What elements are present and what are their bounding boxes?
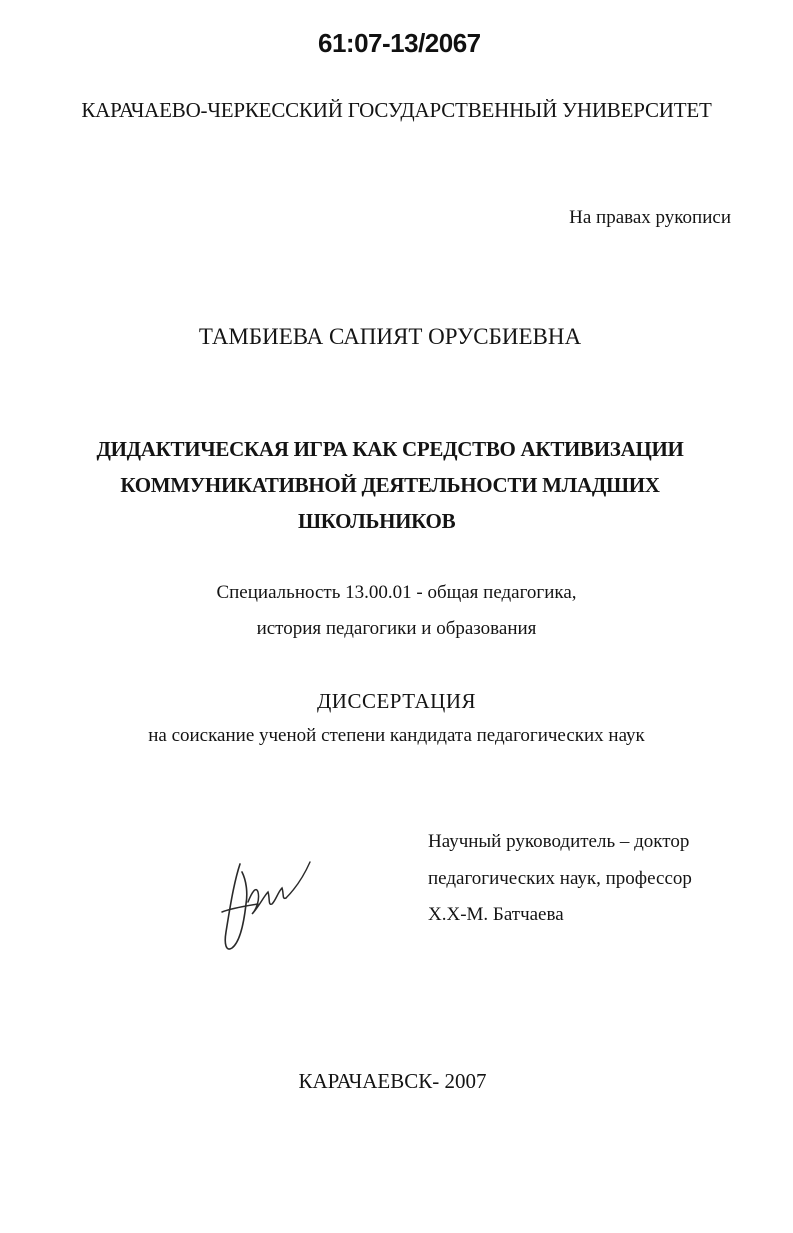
thesis-title-line-3: ШКОЛЬНИКОВ: [298, 509, 456, 533]
supervisor-name: Х.Х-М. Батчаева: [428, 904, 564, 925]
degree-line: на соискание ученой степени кандидата педагогических наук: [148, 725, 645, 746]
university-name: КАРАЧАЕВО-ЧЕРКЕССКИЙ ГОСУДАРСТВЕННЫЙ УНИВЕРСИТЕТ: [81, 98, 712, 122]
handwritten-signature: [212, 852, 322, 962]
supervisor-line-1: Научный руководитель – доктор: [428, 831, 690, 852]
manuscript-note: На правах рукописи: [569, 207, 731, 228]
thesis-title-line-1: ДИДАКТИЧЕСКАЯ ИГРА КАК СРЕДСТВО АКТИВИЗАЦИИ: [96, 437, 684, 461]
thesis-title-line-2: КОММУНИКАТИВНОЙ ДЕЯТЕЛЬНОСТИ МЛАДШИХ: [120, 473, 660, 497]
author-name: ТАМБИЕВА САПИЯТ ОРУСБИЕВНА: [198, 324, 582, 349]
supervisor-line-2: педагогических наук, профессор: [428, 868, 692, 889]
specialty-line-1: Специальность 13.00.01 - общая педагогика,: [216, 582, 577, 603]
catalog-number: 61:07-13/2067: [318, 28, 481, 58]
city-year: КАРАЧАЕВСК- 2007: [298, 1069, 487, 1093]
specialty-line-2: история педагогики и образования: [256, 618, 537, 639]
dissertation-label: ДИССЕРТАЦИЯ: [316, 689, 477, 713]
